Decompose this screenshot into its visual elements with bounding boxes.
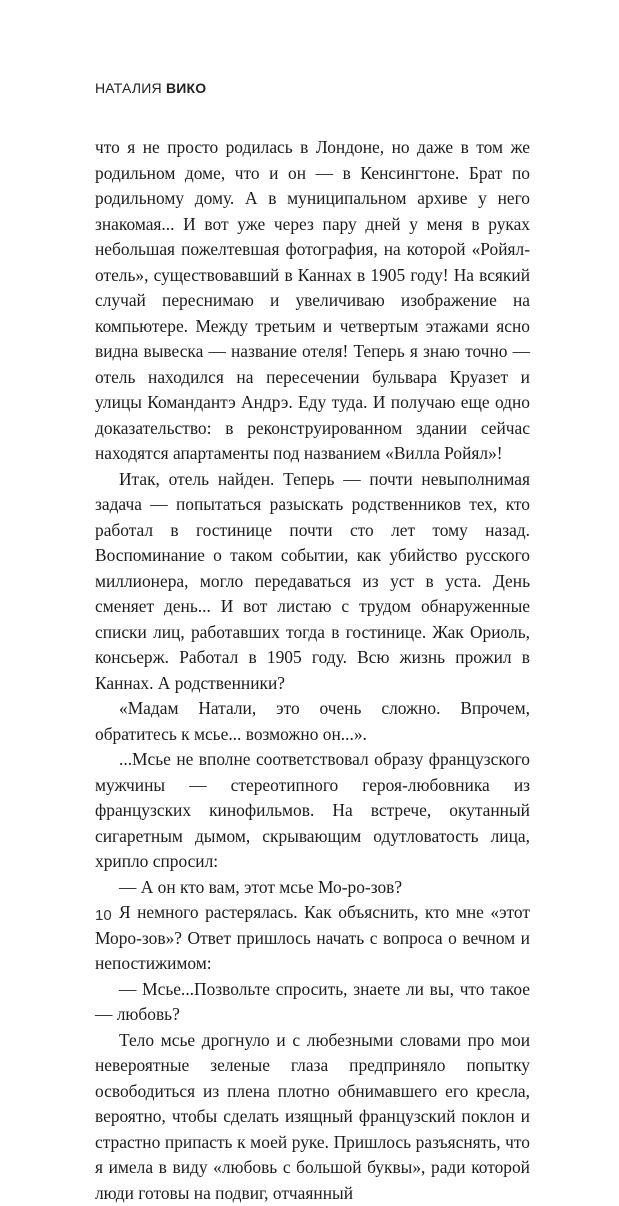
body-text bbox=[95, 135, 530, 1206]
paragraph: «Мадам Натали, это очень сложно. Впрочем, обратитесь к мсье... возможно он...». bbox=[95, 696, 530, 747]
paragraph: Тело мсье дрогнуло и с любезными словами про мои невероятные зеленые глаза предприняло попытку освободиться из плена плотно обнимавшего его кресла, вероятно, чтобы сделать изящный французский поклон и страстно припасть к моей руке. Пришлось разъяснять, что я имела в виду «любовь с большой буквы», ради которой люди готовы на подвиг, отчаянный bbox=[95, 1028, 530, 1206]
paragraph: ...Мсье не вполне соответствовал образу французского мужчины — стереотипного героя-любовника из французских кинофильмов. На встрече, окутанный сигаретным дымом, скрывающим одутловатость лица, хрипло спросил: bbox=[95, 747, 530, 875]
author-first-name: НАТАЛИЯ bbox=[95, 80, 162, 96]
page-number: 10 bbox=[95, 907, 112, 924]
paragraph: что я не просто родилась в Лондоне, но даже в том же родильном доме, что и он — в Кенсингтоне. Брат по родильному дому. А в муниципальном архиве у него знакомая... И вот уже через пару дней у меня в руках небольшая пожелтевшая фотография, на которой «Ройял-отель», существовавший в Каннах в 1905 году! На всякий случай переснимаю и увеличиваю изображение на компьютере. Между третьим и четвертым этажами ясно видна вывеска — название отеля! Теперь я знаю точно — отель находился на пересечении бульвара Круазет и улицы Командантэ Андрэ. Еду туда. И получаю еще одно доказательство: в реконструированном здании сейчас находятся апартаменты под названием «Вилла Ройял»! bbox=[95, 135, 530, 467]
running-header bbox=[95, 80, 206, 96]
paragraph: Итак, отель найден. Теперь — почти невыполнимая задача — попытаться разыскать родственников тех, кто работал в гостинице почти сто лет тому назад. Воспоминание о таком событии, как убийство русского миллионера, могло передаваться из уст в уста. День сменяет день... И вот листаю с трудом обнаруженные списки лиц, работавших тогда в гостинице. Жак Ориоль, консьерж. Работал в 1905 году. Всю жизнь прожил в Каннах. А родственники? bbox=[95, 467, 530, 697]
dialogue-line: — Мсье...Позвольте спросить, знаете ли вы, что такое — любовь? bbox=[95, 977, 530, 1028]
dialogue-line: — А он кто вам, этот мсье Мо-ро-зов? bbox=[95, 875, 530, 901]
author-last-name: ВИКО bbox=[166, 80, 206, 96]
paragraph: Я немного растерялась. Как объяснить, кто мне «этот Моро-зов»? Ответ пришлось начать с вопроса о вечном и непостижимом: bbox=[95, 900, 530, 977]
